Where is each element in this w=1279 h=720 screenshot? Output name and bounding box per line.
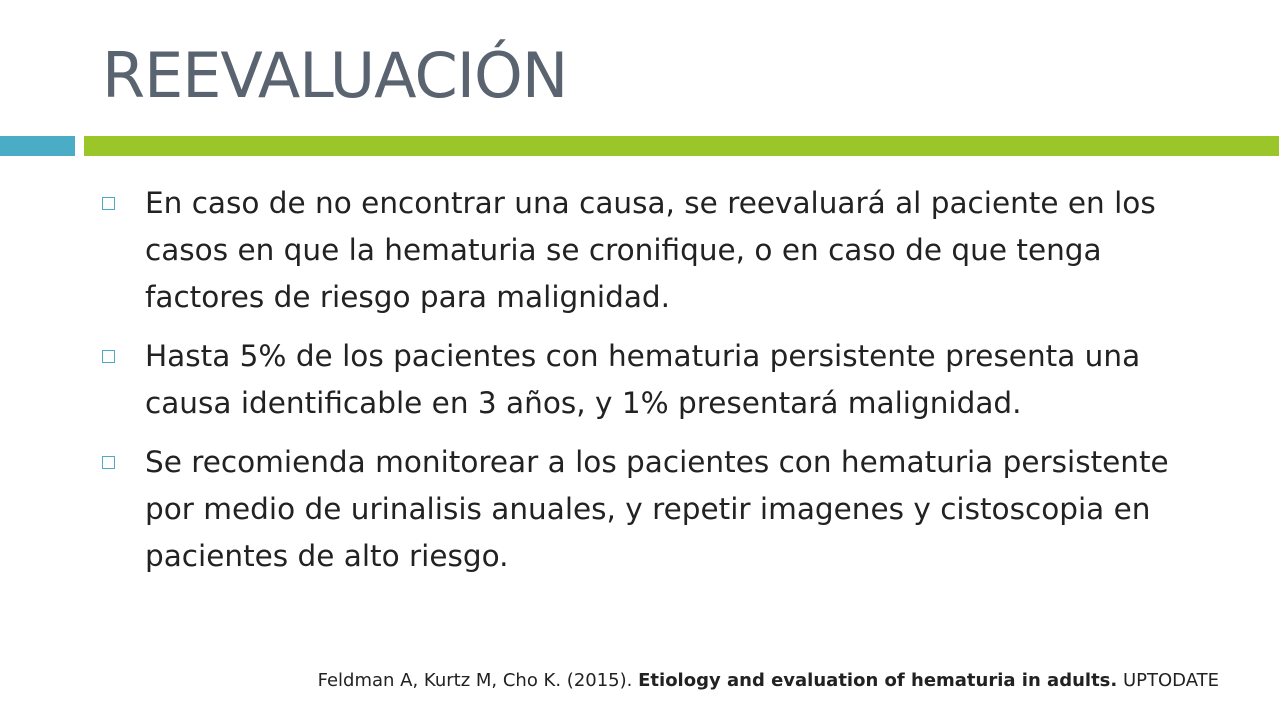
bullet-text: Hasta 5% de los pacientes con hematuria persistente presenta una causa identificable en 3 años, y 1% presentará malignidad. — [145, 339, 1141, 420]
accent-bar-green — [84, 136, 1279, 156]
citation-authors: Feldman A, Kurtz M, Cho K. (2015). — [317, 670, 633, 691]
hollow-square-icon — [102, 197, 115, 210]
bullet-item — [102, 439, 1222, 580]
accent-bar-teal — [0, 136, 75, 156]
bullet-item — [102, 333, 1222, 427]
bullet-text: En caso de no encontrar una causa, se reevaluará al paciente en los casos en que la hematuria se cronifique, o en caso de que tenga factores de riesgo para malignidad. — [145, 186, 1156, 314]
bullet-text: Se recomienda monitorear a los pacientes con hematuria persistente por medio de urinalisis anuales, y repetir imagenes y cistoscopia en pacientes de alto riesgo. — [145, 445, 1169, 573]
hollow-square-icon — [102, 456, 115, 469]
citation — [318, 667, 1219, 695]
citation-source: UPTODATE — [1122, 670, 1219, 691]
bullet-list — [102, 180, 1222, 592]
citation-title: Etiology and evaluation of hematuria in adults — [638, 670, 1111, 691]
citation-period: . — [1110, 670, 1118, 691]
slide-title: REEVALUACIÓN — [102, 39, 568, 112]
bullet-item — [102, 180, 1222, 321]
hollow-square-icon — [102, 350, 115, 363]
